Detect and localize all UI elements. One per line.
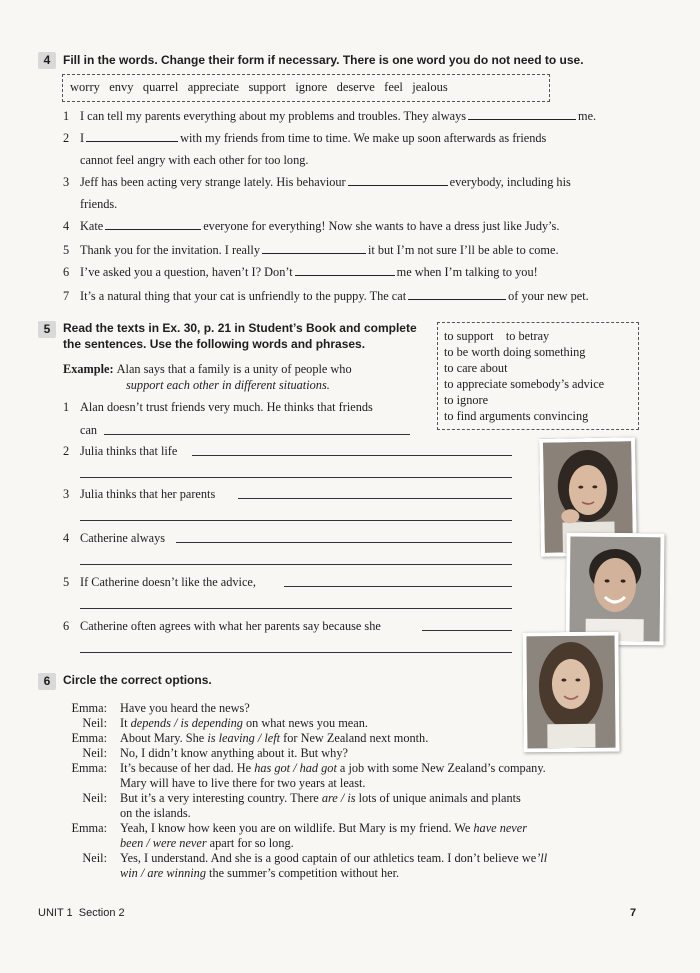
speaker-name: Neil: xyxy=(82,716,107,730)
dialogue-line xyxy=(120,806,191,821)
ex5-item-5: If Catherine doesn’t like the advice, xyxy=(80,575,256,589)
word: support xyxy=(248,80,286,94)
item-text: I can tell my parents everything about my problems and troubles. They always xyxy=(80,109,467,123)
speaker-name: Emma: xyxy=(71,731,107,745)
answer-line[interactable] xyxy=(80,608,512,609)
item-text: of your new pet. xyxy=(508,289,589,303)
ex5-item-2: Julia thinks that life xyxy=(80,444,178,458)
answer-line[interactable] xyxy=(80,652,512,653)
dialogue-text: on what news you mean. xyxy=(242,716,368,730)
answer-line[interactable] xyxy=(80,520,512,521)
item-number: 1 xyxy=(63,400,70,414)
answer-line[interactable] xyxy=(422,630,512,631)
answer-blank[interactable] xyxy=(105,228,201,230)
ex5-item-4: Catherine always xyxy=(80,531,166,545)
phrase-row-1 xyxy=(444,329,549,344)
answer-line[interactable] xyxy=(80,477,512,478)
option-choice[interactable]: depends / is depending xyxy=(130,716,243,730)
word-list xyxy=(70,80,448,95)
dialogue-line xyxy=(120,821,527,836)
speaker-name: Emma: xyxy=(71,821,107,835)
item-number: 6 xyxy=(63,265,70,279)
ex4-item-2-cont: cannot feel angry with each other for too long. xyxy=(80,153,309,167)
option-choice[interactable]: win / are winning xyxy=(120,866,206,880)
word: feel xyxy=(384,80,403,94)
answer-blank[interactable] xyxy=(408,298,506,300)
item-number: 3 xyxy=(63,487,70,501)
dialogue-text: lots of unique animals and plants xyxy=(355,791,521,805)
answer-line[interactable] xyxy=(284,586,512,587)
answer-line[interactable] xyxy=(192,455,512,456)
phrase: to be worth doing something xyxy=(444,345,586,359)
exercise-4-badge: 4 xyxy=(38,52,56,69)
answer-blank[interactable] xyxy=(295,274,395,276)
portrait-image xyxy=(527,636,616,749)
item-text: everyone for everything! Now she wants to have a dress just like Judy’s. xyxy=(203,219,560,233)
ex5-item-1: Alan doesn’t trust friends very much. He thinks that friends xyxy=(80,400,373,414)
ex5-item-6: Catherine often agrees with what her parents say because she xyxy=(80,619,381,633)
dialogue-text: a job with some New Zealand’s company. xyxy=(336,761,546,775)
ex5-item-3: Julia thinks that her parents xyxy=(80,487,216,501)
ex4-item-7 xyxy=(80,289,589,304)
option-choice[interactable]: ’ll xyxy=(536,851,548,865)
phrase: to ignore xyxy=(444,393,489,407)
exercise-4-title: Fill in the words. Change their form if necessary. There is one word you do not need to use. xyxy=(63,53,584,67)
dialogue-text: apart for so long. xyxy=(206,836,294,850)
answer-line[interactable] xyxy=(80,564,512,565)
item-text: Thank you for the invitation. I really xyxy=(80,243,260,257)
dialogue-text: It’s because of her dad. He xyxy=(120,761,255,775)
item-text: Kate xyxy=(80,219,104,233)
speaker-name: Neil: xyxy=(82,746,107,760)
dialogue-line xyxy=(120,776,366,791)
example xyxy=(63,362,352,377)
item-text: me when I’m talking to you! xyxy=(396,265,538,279)
speaker-name: Neil: xyxy=(82,851,107,865)
dialogue-text: But it’s a very interesting country. There xyxy=(120,791,322,805)
option-choice[interactable]: are / is xyxy=(321,791,356,805)
dialogue-text: About Mary. She xyxy=(120,731,208,745)
dialogue-line xyxy=(120,866,399,881)
exercise-6-title: Circle the correct options. xyxy=(63,673,212,687)
ex4-item-4 xyxy=(80,219,559,234)
answer-blank[interactable] xyxy=(262,252,366,254)
item-text: with my friends from time to time. We make up soon afterwards as friends xyxy=(180,131,547,145)
speaker-name: Emma: xyxy=(71,761,107,775)
item-number: 6 xyxy=(63,619,70,633)
option-choice[interactable]: have never xyxy=(473,821,528,835)
word: worry xyxy=(70,80,100,94)
exercise-5-badge: 5 xyxy=(38,321,56,338)
item-text: I xyxy=(80,131,85,145)
item-number: 7 xyxy=(63,289,70,303)
ex4-item-3 xyxy=(80,175,571,190)
ex4-item-5 xyxy=(80,243,559,258)
answer-line[interactable] xyxy=(176,542,512,543)
dialogue-text: for New Zealand next month. xyxy=(280,731,429,745)
portrait-image xyxy=(570,537,661,642)
dialogue-text: Mary will have to live there for two years at least. xyxy=(120,776,366,790)
item-text: it but I’m not sure I’ll be able to come. xyxy=(367,243,559,257)
item-number: 1 xyxy=(63,109,70,123)
ex4-item-3-cont: friends. xyxy=(80,197,118,211)
word: ignore xyxy=(295,80,328,94)
answer-blank[interactable] xyxy=(348,184,448,186)
item-text: me. xyxy=(578,109,597,123)
dialogue-line xyxy=(120,851,547,866)
photo-girl-catherine xyxy=(522,632,619,753)
dialogue-text: No, I didn’t know anything about it. But why? xyxy=(120,746,348,760)
dialogue-text: the summer’s competition without her. xyxy=(205,866,400,880)
answer-blank[interactable] xyxy=(468,118,576,120)
item-text: everybody, including his xyxy=(449,175,571,189)
word: deserve xyxy=(336,80,375,94)
dialogue-line xyxy=(120,791,521,806)
item-text: It’s a natural thing that your cat is unfriendly to the puppy. The cat xyxy=(80,289,407,303)
exercise-5-title-line2: the sentences. Use the following words and phrases. xyxy=(63,337,366,351)
dialogue-text: Yeah, I know how keen you are on wildlife. But Mary is my friend. We xyxy=(120,821,474,835)
word: envy xyxy=(109,80,134,94)
dialogue-text: It xyxy=(120,716,131,730)
example-text: Alan says that a family is a unity of people who xyxy=(116,362,352,376)
photo-boy-alan xyxy=(566,533,665,646)
item-number: 2 xyxy=(63,444,70,458)
ex4-item-1 xyxy=(80,109,596,124)
item-number: 4 xyxy=(63,531,70,545)
item-text: I’ve asked you a question, haven’t I? Don’t xyxy=(80,265,293,279)
exercise-6-badge: 6 xyxy=(38,673,56,690)
footer-unit: UNIT 1 Section 2 xyxy=(38,907,125,919)
item-number: 4 xyxy=(63,219,70,233)
dialogue-text: Have you heard the news? xyxy=(120,701,250,715)
phrase: to care about xyxy=(444,361,508,375)
word: jealous xyxy=(412,80,448,94)
phrase: to support xyxy=(444,329,494,343)
item-number: 5 xyxy=(63,243,70,257)
dialogue-line xyxy=(120,761,546,776)
phrase: to betray xyxy=(505,329,550,343)
item-number: 5 xyxy=(63,575,70,589)
speaker-name: Neil: xyxy=(82,791,107,805)
dialogue-line xyxy=(120,716,368,731)
answer-line[interactable] xyxy=(238,498,512,499)
example-answer: support each other in different situations. xyxy=(126,378,330,392)
option-choice[interactable]: is leaving / left xyxy=(207,731,281,745)
item-text: Jeff has been acting very strange lately. His behaviour xyxy=(80,175,346,189)
footer-section: Section 2 xyxy=(78,907,125,919)
option-choice[interactable]: has got / had got xyxy=(254,761,337,775)
ex4-item-2 xyxy=(80,131,546,146)
phrase: to appreciate somebody’s advice xyxy=(444,377,605,391)
dialogue-text: Yes, I understand. And she is a good captain of our athletics team. I don’t believe we xyxy=(120,851,537,865)
option-choice[interactable]: been / were never xyxy=(120,836,207,850)
speaker-name: Emma: xyxy=(71,701,107,715)
answer-line[interactable] xyxy=(104,434,410,435)
ex4-item-6 xyxy=(80,265,538,280)
item-number: 2 xyxy=(63,131,70,145)
ex5-item-1-cont: can xyxy=(80,423,98,437)
answer-blank[interactable] xyxy=(86,140,178,142)
dialogue-line xyxy=(120,731,428,746)
word: appreciate xyxy=(187,80,240,94)
exercise-5-title-line1: Read the texts in Ex. 30, p. 21 in Student’s Book and complete xyxy=(63,321,417,335)
phrase: to find arguments convincing xyxy=(444,409,589,423)
dialogue-line xyxy=(120,701,250,716)
item-number: 3 xyxy=(63,175,70,189)
dialogue-line xyxy=(120,746,348,761)
dialogue-text: on the islands. xyxy=(120,806,191,820)
page-number: 7 xyxy=(630,907,637,919)
dialogue-line xyxy=(120,836,294,851)
word: quarrel xyxy=(142,80,179,94)
example-label: Example: xyxy=(63,362,114,376)
